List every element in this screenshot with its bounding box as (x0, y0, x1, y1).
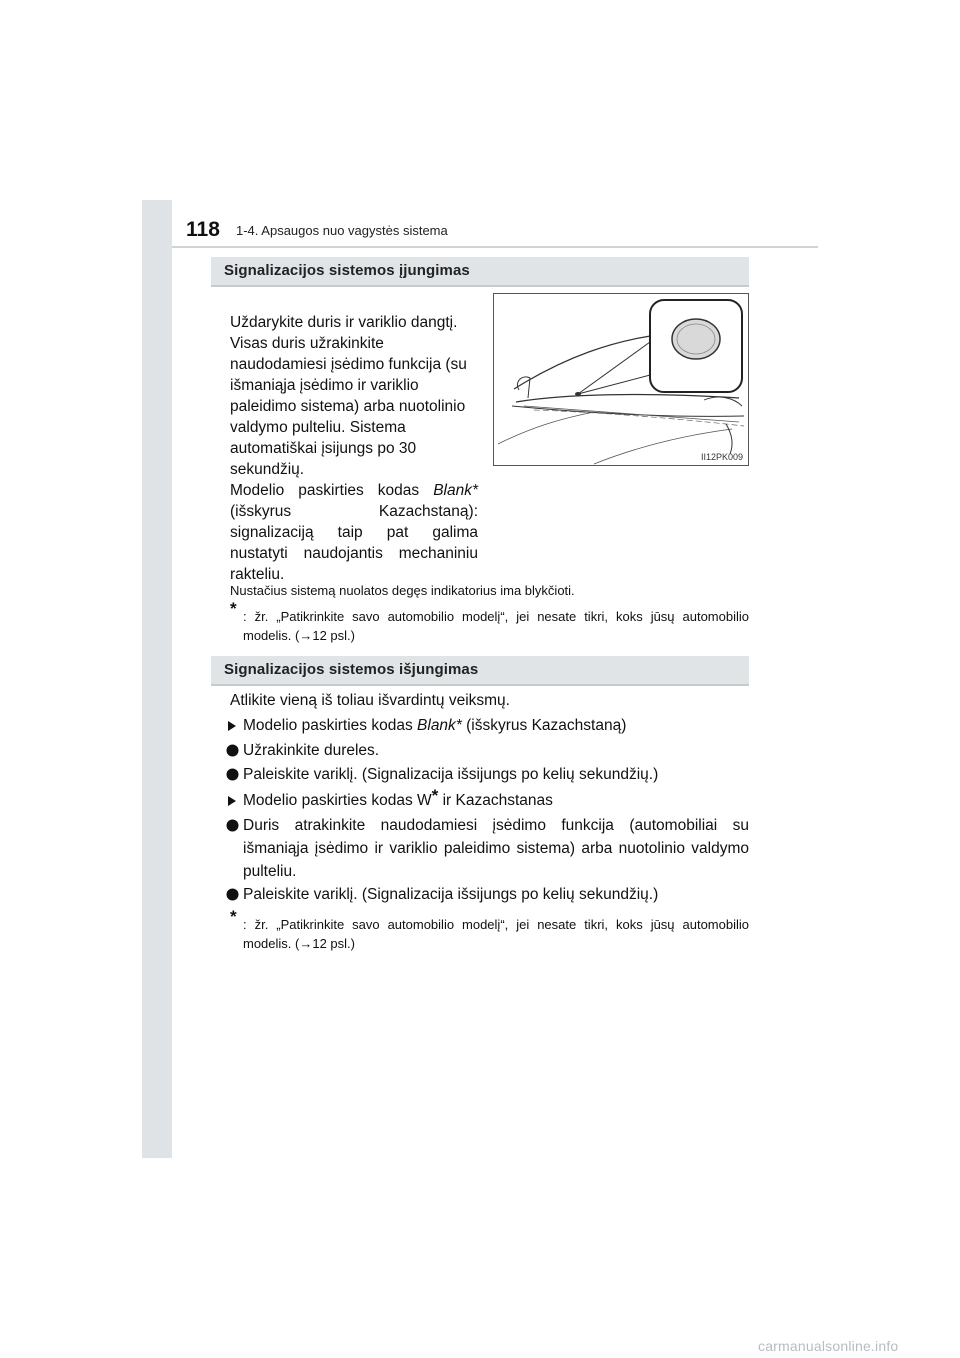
indicator-note: Nustačius sistemą nuolatos degęs indikatorius ima blykčioti. (230, 583, 575, 598)
filled-circle-icon (223, 739, 241, 764)
list-item: Užrakinkite dureles. (223, 739, 749, 762)
indicator-figure (493, 293, 749, 466)
filled-circle-icon (223, 883, 241, 908)
page-number: 118 (186, 218, 220, 241)
set-instructions-paragraph: Uždarykite duris ir variklio dangtį. Visas duris užrakinkite naudodamiesi įsėdimo funkcija (su išmaniąja įsėdimo ir variklio paleidimo sistema) arba nuotolinio valdymo pulteliu. Sistema automatiškai įsijungs po 30 sekundžių. (230, 314, 467, 478)
footnote-text: : žr. „Patikrinkite savo automobilio modelį“, jei nesate tikri, koks jūsų automobilio modelis. (→12 psl.) (243, 917, 749, 951)
section-heading-alarm-deactivate (211, 656, 749, 686)
section-heading-alarm-set (211, 257, 749, 287)
mechanical-key-paragraph: Modelio paskirties kodas Blank* (išskyrus Kazachstaną): signalizaciją taip pat galima nustatyti naudojantis mechaniniu rakteliu. (230, 482, 478, 583)
footnote-star: * (230, 599, 237, 618)
group-heading-w: Modelio paskirties kodas W* ir Kazachstanas (223, 789, 749, 812)
side-tab-bar (142, 200, 172, 1158)
filled-circle-icon (223, 814, 241, 839)
watermark: carmanualsonline.info (758, 1338, 899, 1354)
list-item: Duris atrakinkite naudodamiesi įsėdimo funkcija (automobiliai su išmaniąja įsėdimo ir variklio paleidimo sistema) arba nuotolinio valdymo pulteliu. (223, 814, 749, 883)
header-rule (172, 246, 818, 248)
figure-code: II12PK009 (700, 452, 743, 462)
dashboard-indicator-illustration (494, 294, 748, 465)
deactivate-intro: Atlikite vieną iš toliau išvardintų veiksmų. (230, 692, 510, 709)
footnote-star: * (230, 907, 237, 926)
filled-circle-icon (223, 763, 241, 788)
running-title: 1-4. Apsaugos nuo vagystės sistema (236, 223, 448, 238)
footnote-text: : žr. „Patikrinkite savo automobilio modelį“, jei nesate tikri, koks jūsų automobilio modelis. (→12 psl.) (243, 609, 749, 643)
section-heading-text: Signalizacijos sistemos išjungimas (224, 661, 479, 678)
triangle-right-icon (223, 789, 241, 814)
list-item: Paleiskite variklį. (Signalizacija išsijungs po kelių sekundžių.) (223, 763, 749, 786)
list-item: Paleiskite variklį. (Signalizacija išsijungs po kelių sekundžių.) (223, 883, 749, 906)
section-heading-text: Signalizacijos sistemos įjungimas (224, 262, 470, 279)
triangle-right-icon (223, 714, 241, 739)
group-heading-blank: Modelio paskirties kodas Blank* (išskyrus Kazachstaną) (223, 714, 749, 737)
